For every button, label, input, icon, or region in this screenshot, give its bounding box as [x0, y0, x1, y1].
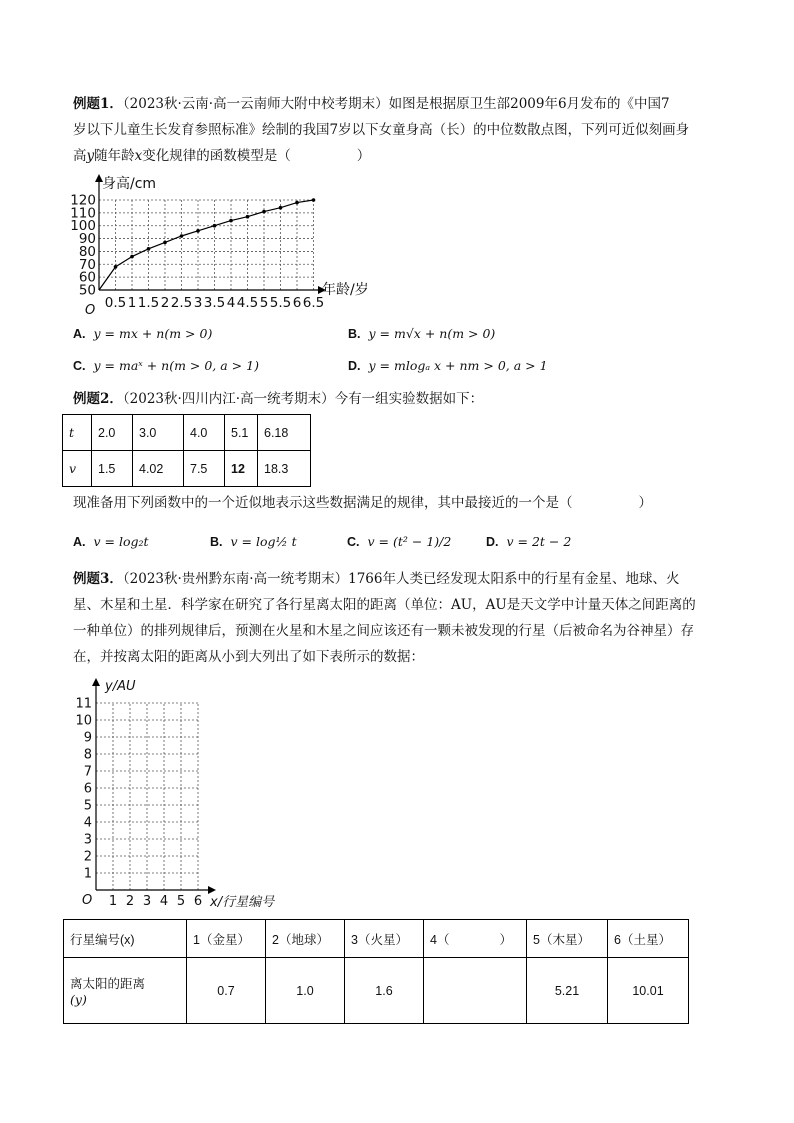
- option-d-text: y = mlogₐ x + nm > 0, a > 1: [368, 358, 548, 373]
- ex1-option-b[interactable]: [348, 326, 495, 341]
- ex1-text-3c: 变化规律的函数模型是（: [142, 148, 291, 164]
- ex3-line1: [73, 566, 733, 593]
- data-point: [279, 206, 283, 210]
- table-cell: t: [63, 415, 92, 451]
- chart1-series: [99, 198, 315, 290]
- x-tick-label: 4: [226, 295, 236, 311]
- table-header-cell: 3（火星）: [345, 920, 424, 958]
- option-c-text: y = maˣ + n(m > 0, a > 1): [93, 358, 259, 373]
- table-cell: v: [63, 451, 92, 487]
- table-header-cell: 行星编号(x): [64, 920, 187, 958]
- ex1-option-d[interactable]: [348, 358, 548, 373]
- ex3-line2: 星、木星和土星．科学家在研究了各行星离太阳的距离（单位：AU，AU是天文学中计量天体之间距离的: [73, 597, 696, 613]
- y-tick-label: 6: [83, 781, 92, 797]
- data-point: [196, 229, 200, 233]
- data-point: [312, 198, 316, 202]
- series-line: [99, 200, 314, 290]
- ex3-text-1: 1766年人类已经发现太阳系中的行星有金星、地球、火: [348, 571, 680, 587]
- chart2-xlabel: x/行星编号: [210, 895, 275, 910]
- ex1-source: （2023秋·云南·高一云南师大附中校考期末）: [122, 96, 389, 112]
- table-cell: 10.01: [608, 958, 689, 1024]
- option-b-text: v = log½ t: [230, 534, 297, 549]
- ex2-intro: 今有一组实验数据如下：: [334, 391, 484, 407]
- chart1-xlabel: 年龄/岁: [322, 282, 369, 298]
- data-point: [130, 255, 134, 259]
- var-y: y: [86, 148, 95, 164]
- ex1-line2: 岁以下儿童生长发育参照标准》绘制的我国7岁以下女童身高（长）的中位数散点图，下列可近似刻画身: [73, 122, 690, 138]
- x-tick-label: 6: [193, 894, 203, 909]
- ex1-option-a[interactable]: [73, 326, 212, 341]
- table-header-cell: 4（ ）: [424, 920, 527, 958]
- x-tick-label: 3.5: [203, 295, 226, 311]
- y-tick-label: 100: [70, 218, 96, 235]
- y-tick-label: 120: [70, 192, 96, 209]
- ex2-question: [73, 490, 733, 517]
- option-d-label: D.: [348, 359, 361, 373]
- ex2-question-text: 现准备用下列函数中的一个近似地表示这些数据满足的规律，其中最接近的一个是（: [73, 495, 573, 511]
- chart1-ylabel: 身高/cm: [102, 176, 157, 192]
- x-tick-label: 6.5: [302, 295, 325, 311]
- option-c-label: C.: [73, 359, 86, 373]
- ex2-option-b[interactable]: [210, 534, 297, 549]
- table-header-cell: 6（土星）: [608, 920, 689, 958]
- x-tick-label: 2.5: [170, 295, 193, 311]
- table-cell: 1.6: [345, 958, 424, 1024]
- option-a-text: v = log₂t: [93, 534, 149, 549]
- ex3-source: （2023秋·贵州黔东南·高一统考期末）: [122, 571, 349, 587]
- ex3-line3: 一种单位）的排列规律后，预测在火星和木星之间应该还有一颗未被发现的行星（后被命名为谷神星）存: [73, 623, 694, 639]
- option-b-text: y = m√x + n(m > 0): [368, 326, 496, 341]
- x-tick-label: 1: [127, 295, 137, 311]
- x-tick-label: 5: [259, 295, 269, 311]
- chart2-grid: [96, 703, 198, 890]
- table-cell: 1.5: [92, 451, 133, 487]
- data-point: [163, 241, 167, 245]
- table-cell: 6.18: [258, 415, 311, 451]
- chart1-y-ticks: [70, 193, 96, 299]
- ex2-line1: [73, 386, 733, 413]
- option-c-label: C.: [347, 535, 360, 549]
- x-tick-label: 3: [142, 894, 152, 909]
- x-tick-label: 1: [108, 894, 118, 909]
- var-x: x: [134, 148, 143, 164]
- table-cell: 2.0: [92, 415, 133, 451]
- option-a-text: y = mx + n(m > 0): [93, 326, 213, 341]
- y-tick-label: 60: [78, 269, 96, 286]
- chart2-axes: [92, 678, 216, 894]
- ex1-text-3d: ）: [356, 148, 371, 164]
- y-tick-label: 1: [83, 866, 92, 882]
- option-a-label: A.: [73, 535, 86, 549]
- chart1-axes: [95, 174, 326, 294]
- x-tick-label: 2: [125, 894, 135, 909]
- table-cell: 18.3: [258, 451, 311, 487]
- ex2-option-c[interactable]: [347, 534, 451, 549]
- table-cell: 4.0: [184, 415, 225, 451]
- x-tick-label: 5: [176, 894, 186, 909]
- y-tick-label: 10: [75, 713, 92, 729]
- ex2-label: 例题2．: [73, 391, 123, 407]
- y-tick-label: 8: [83, 747, 92, 763]
- table-row-label: [64, 958, 187, 1024]
- planet-distance-chart: [72, 672, 322, 912]
- ex2-option-d[interactable]: [486, 534, 571, 549]
- table-header-cell: 2（地球）: [266, 920, 345, 958]
- table-cell: 4.02: [133, 451, 184, 487]
- chart1-x-ticks: [105, 295, 324, 311]
- option-d-label: D.: [486, 535, 499, 549]
- y-tick-label: 11: [75, 696, 92, 712]
- chart2-x-ticks: [109, 894, 202, 909]
- y-tick-label: 9: [83, 730, 92, 746]
- x-tick-label: 2: [160, 295, 170, 311]
- table-row: [63, 451, 311, 487]
- table-header-cell: 5（木星）: [527, 920, 608, 958]
- chart1-grid: [99, 200, 314, 290]
- data-point: [213, 224, 217, 228]
- option-b-label: B.: [348, 327, 361, 341]
- data-point: [114, 265, 118, 269]
- option-c-text: v = (t² − 1)/2: [367, 534, 452, 549]
- table-cell: 5.1: [225, 415, 258, 451]
- y-tick-label: 3: [83, 832, 92, 848]
- y-tick-label: 70: [78, 256, 96, 273]
- table-header-row: [64, 920, 689, 958]
- chart2-ylabel: y/AU: [105, 679, 136, 694]
- option-d-text: v = 2t − 2: [506, 534, 572, 549]
- data-point: [229, 219, 233, 223]
- data-point: [147, 247, 151, 251]
- table-cell: 3.0: [133, 415, 184, 451]
- data-point: [262, 210, 266, 214]
- x-tick-label: 5.5: [269, 295, 292, 311]
- x-tick-label: 1.5: [137, 295, 160, 311]
- ex1-label: 例题1．: [73, 96, 123, 112]
- ex1-text-1: 如图是根据原卫生部2009年6月发布的《中国7: [388, 96, 670, 112]
- x-tick-label: 0.5: [104, 295, 127, 311]
- y-tick-label: 90: [78, 231, 96, 248]
- y-tick-label: 7: [83, 764, 92, 780]
- ex1-line3: [73, 143, 733, 170]
- y-tick-label: 4: [83, 815, 92, 831]
- table-cell: 1.0: [266, 958, 345, 1024]
- ex3-label: 例题3．: [73, 571, 123, 587]
- data-point: [180, 234, 184, 238]
- table-header-cell: 1（金星）: [187, 920, 266, 958]
- ex1-option-c[interactable]: [73, 358, 259, 373]
- table-cell-blank[interactable]: [424, 958, 527, 1024]
- y-tick-label: 5: [83, 798, 92, 814]
- table-cell: 5.21: [527, 958, 608, 1024]
- row-label-text: 离太阳的距离: [70, 977, 146, 991]
- x-tick-label: 4.5: [236, 295, 259, 311]
- row-label-var: (y): [70, 992, 87, 1007]
- y-tick-label: 80: [78, 243, 96, 260]
- data-point: [295, 201, 299, 205]
- ex1-text-3a: 高: [73, 148, 87, 164]
- option-b-label: B.: [210, 535, 223, 549]
- chart2-y-ticks: [75, 697, 92, 882]
- x-tick-label: 4: [159, 894, 169, 909]
- data-point: [246, 215, 250, 219]
- table-cell: 12: [225, 451, 258, 487]
- y-tick-label: 2: [83, 849, 92, 865]
- option-a-label: A.: [73, 327, 86, 341]
- height-age-chart: [70, 170, 402, 320]
- ex2-question-close: ）: [638, 495, 652, 511]
- y-tick-label: 50: [78, 282, 96, 299]
- table-cell: 7.5: [184, 451, 225, 487]
- x-tick-label: 3: [193, 295, 203, 311]
- ex3-line4: 在，并按离太阳的距离从小到大列出了如下表所示的数据：: [73, 649, 424, 665]
- table-cell: 0.7: [187, 958, 266, 1024]
- table-row: [64, 958, 689, 1024]
- ex1-text-3b: 随年龄: [94, 148, 135, 164]
- y-tick-label: 110: [70, 205, 96, 222]
- table-row: [63, 415, 311, 451]
- planet-table: [63, 919, 689, 1024]
- chart1-origin: O: [85, 303, 96, 318]
- chart2-origin: O: [82, 893, 93, 908]
- ex2-option-a[interactable]: [73, 534, 149, 549]
- x-tick-label: 6: [292, 295, 302, 311]
- ex1-line1: [73, 91, 733, 118]
- ex2-source: （2023秋·四川内江·高一统考期末）: [122, 391, 335, 407]
- ex2-data-table: [62, 414, 311, 487]
